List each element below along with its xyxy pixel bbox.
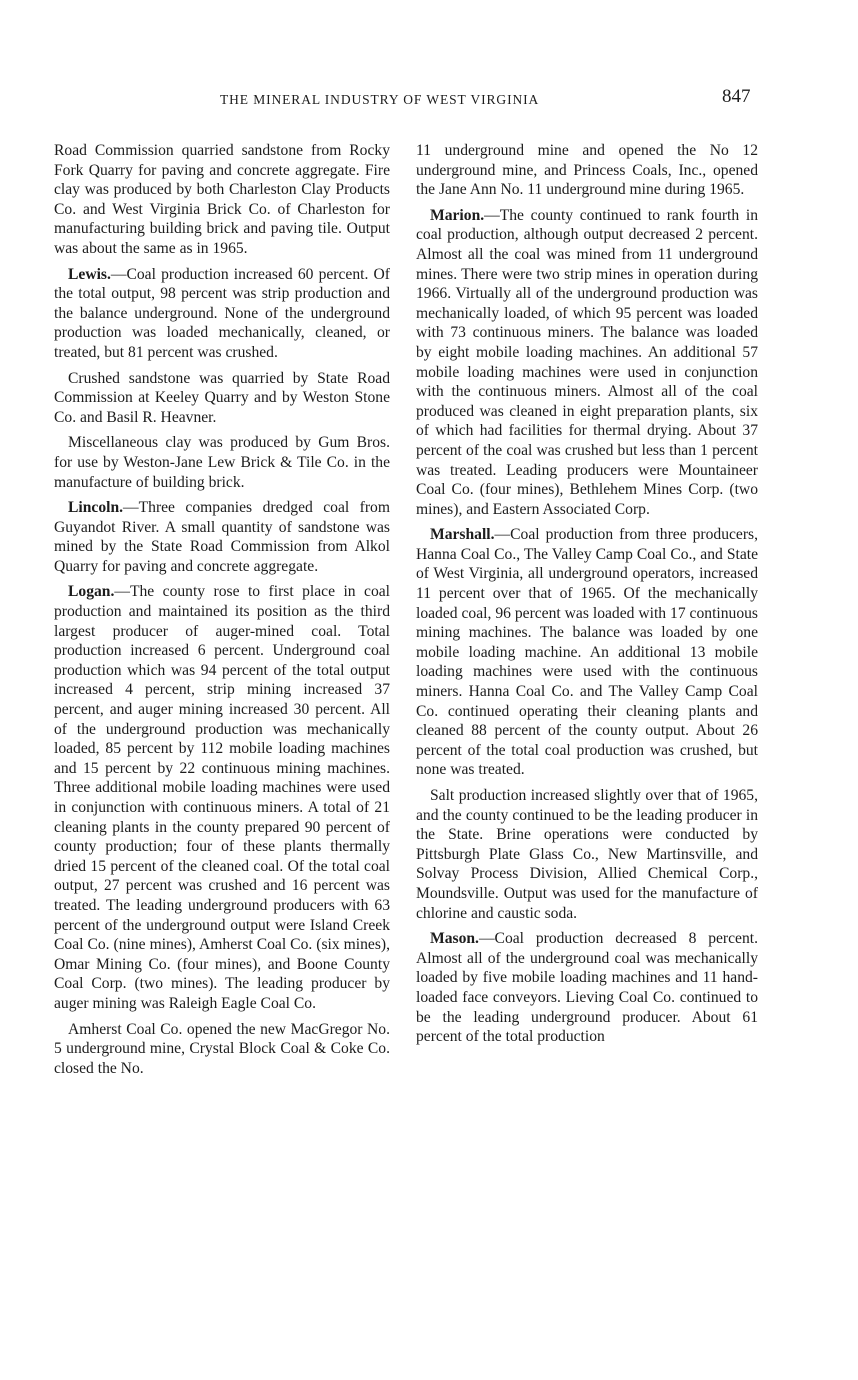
county-heading-marshall: Marshall. [430, 526, 495, 544]
paragraph-logan [54, 582, 390, 1013]
paragraph-misc-clay: Miscellaneous clay was produced by Gum Bros. for use by Weston-Jane Lew Brick & Tile Co. in the manufacture of building brick. [54, 434, 390, 491]
marshall-text: —Coal production from three producers, Hanna Coal Co., The Valley Camp Coal Co., and State of West Virginia, all underground operators, increased 11 percent over that of 1965. Of the mechanically loaded coal, 96 percent was loaded with 17 continuous mining machines. The balance was loaded by one mobile loading machine. An additional 13 mobile loading machines were used with the continuous miners. Hanna Coal Co. and The Valley Camp Coal Co. continued operating their cleaning plants and cleaned 88 percent of the county output. About 26 percent of the total coal production was crushed, but none was treated. [416, 526, 758, 779]
county-heading-logan: Logan. [68, 583, 115, 601]
lincoln-text: —Three companies dredged coal from Guyandot River. A small quantity of sandstone was mined by the State Road Commission from Alkol Quarry for paving and concrete aggregate. [54, 499, 390, 575]
paragraph-amherst: Amherst Coal Co. opened the new MacGregor No. 5 underground mine, Crystal Block Coal & Coke Co. closed the No. [54, 1020, 390, 1077]
paragraph-lincoln [54, 498, 390, 576]
right-column [416, 141, 758, 1053]
paragraph-crushed-sandstone: Crushed sandstone was quarried by State Road Commission at Keeley Quarry and by Weston Stone Co. and Basil R. Heavner. [54, 369, 390, 426]
county-heading-lincoln: Lincoln. [68, 499, 124, 517]
paragraph-mason [416, 929, 758, 1047]
county-heading-lewis: Lewis. [68, 265, 111, 283]
paragraph-salt: Salt production increased slightly over that of 1965, and the county continued to be the leading producer in the State. Brine operations were conducted by Pittsburgh Plate Glass Co., New Martinsville, and Solvay Process Division, Allied Chemical Corp., Moundsville. Output was used for the manufacture of chlorine and caustic soda. [416, 787, 758, 922]
county-heading-marion: Marion. [430, 206, 485, 224]
running-title: THE MINERAL INDUSTRY OF WEST VIRGINIA [220, 92, 540, 107]
paragraph-road-commission: Road Commission quarried sandstone from Rocky Fork Quarry for paving and concrete aggregate. Fire clay was produced by both Charleston Clay Products Co. and West Virginia Brick Co. of Charleston for manufacturing building brick and paving tile. Output was about the same as in 1965. [54, 142, 390, 257]
left-column [54, 141, 390, 1084]
mason-text: —Coal production decreased 8 percent. Almost all of the underground coal was mechanically loaded by five mobile loading machines and 11 hand-loaded face conveyors. Lieving Coal Co. continued to be the leading underground producer. About 61 percent of the total production [416, 930, 758, 1046]
paragraph-marshall [416, 525, 758, 780]
paragraph-continued-mines: 11 underground mine and opened the No 12 underground mine, and Princess Coals, Inc., opened the Jane Ann No. 11 underground mine during 1965. [416, 142, 758, 199]
marion-text: —The county continued to rank fourth in coal production, although output decreased 2 percent. Almost all the coal was mined from 11 underground mines. There were two strip mines in operation during 1966. Virtually all of the underground production was mechanically loaded, of which 95 percent was loaded with 73 continuous miners. The balance was loaded by eight mobile loading machines. An additional 57 mobile loading machines were used in conjunction with the continuous miners. Almost all of the coal produced was cleaned in eight preparation plants, six of which had facilities for thermal drying. About 37 percent of the coal was crushed but less than 1 percent was treated. Leading producers were Mountaineer Coal Co. (four mines), Bethlehem Mines Corp. (two mines), and Eastern Associated Corp. [416, 206, 758, 518]
page-number: 847 [722, 86, 751, 107]
logan-text: —The county rose to first place in coal production and maintained its position as the third largest producer of auger-mined coal. Total production increased 6 percent. Underground coal production which was 94 percent of the total output increased 4 percent, strip mining increased 37 percent, and auger mining increased 30 percent. All of the underground production was mechanically loaded, 85 percent by 112 mobile loading machines and 15 percent by 22 continuous mining machines. Three additional mobile loading machines were used in conjunction with continuous miners. A total of 21 cleaning plants in the county prepared 90 percent of county production; four of these plants thermally dried 15 percent of the cleaned coal. Of the total coal output, 27 percent was crushed and 16 percent was treated. The leading underground producers with 63 percent of the underground output were Island Creek Coal Co. (nine mines), Amherst Coal Co. (six mines), Omar Mining Co. (four mines), and Boone County Coal Corp. (two mines). The leading producer by auger mining was Raleigh Eagle Coal Co. [54, 583, 390, 1012]
paragraph-marion [416, 206, 758, 520]
lewis-text: —Coal production increased 60 percent. Of the total output, 98 percent was strip production and the balance underground. None of the underground production was loaded mechanically, cleaned, or treated, but 81 percent was crushed. [54, 265, 390, 361]
paragraph-lewis [54, 265, 390, 363]
county-heading-mason: Mason. [430, 930, 479, 948]
